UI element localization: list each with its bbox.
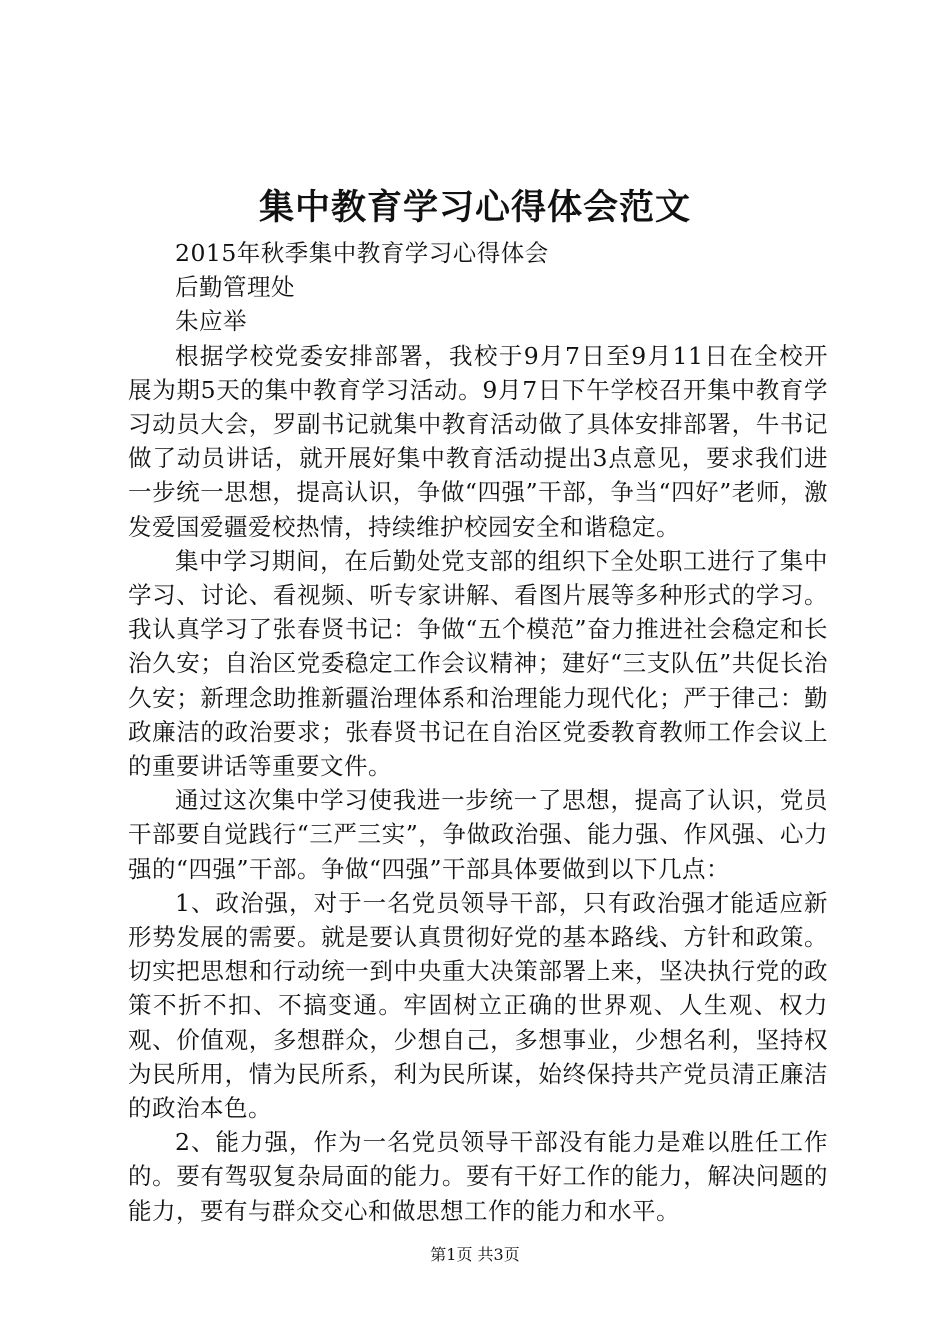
page-footer — [0, 1243, 950, 1267]
paragraph: 集中学习期间，在后勤处党支部的组织下全处职工进行了集中学习、讨论、看视频、听专家讲解、看图片展等多种形式的学习。我认真学习了张春贤书记：争做“五个模范”奋力推进社会稳定和长治久安；自治区党委稳定工作会议精神；建好“三支队伍”共促长治久安；新理念助推新疆治理体系和治理能力现代化；严于律己：勤政廉洁的政治要求；张春贤书记在自治区党委教育教师工作会议上的重要讲话等重要文件。 — [128, 546, 828, 781]
document-body — [128, 236, 828, 1228]
document-author: 朱应举 — [175, 307, 247, 336]
document-subtitle: 2015年秋季集中教育学习心得体会 — [175, 239, 549, 267]
document-department: 后勤管理处 — [175, 273, 295, 302]
paragraph: 根据学校党委安排部署，我校于9月7日至9月11日在全校开展为期5天的集中教育学习活动。9月7日下午学校召开集中教育学习动员大会，罗副书记就集中教育活动做了具体安排部署，牛书记做了动员讲话，就开展好集中教育活动提出3点意见，要求我们进一步统一思想，提高认识，争做“四强”干部，争当“四好”老师，激发爱国爱疆爱校热情，持续维护校园安全和谐稳定。 — [128, 341, 828, 541]
paragraph: 1、政治强，对于一名党员领导干部，只有政治强才能适应新形势发展的需要。就是要认真贯彻好党的基本路线、方针和政策。切实把思想和行动统一到中央重大决策部署上来，坚决执行党的政策不折不扣、不搞变通。牢固树立正确的世界观、人生观、权力观、价值观，多想群众，少想自己，多想事业，少想名利，坚持权为民所用，情为民所系，利为民所谋，始终保持共产党员清正廉洁的政治本色。 — [128, 888, 828, 1123]
page-number: 第1页 共3页 — [430, 1245, 520, 1264]
paragraph: 2、能力强，作为一名党员领导干部没有能力是难以胜任工作的。要有驾驭复杂局面的能力。要有干好工作的能力，解决问题的能力，要有与群众交心和做思想工作的能力和水平。 — [128, 1128, 828, 1225]
paragraph: 通过这次集中学习使我进一步统一了思想，提高了认识，党员干部要自觉践行“三严三实”，争做政治强、能力强、作风强、心力强的“四强”干部。争做“四强”干部具体要做到以下几点： — [128, 786, 828, 883]
document-title: 集中教育学习心得体会范文 — [258, 188, 691, 228]
